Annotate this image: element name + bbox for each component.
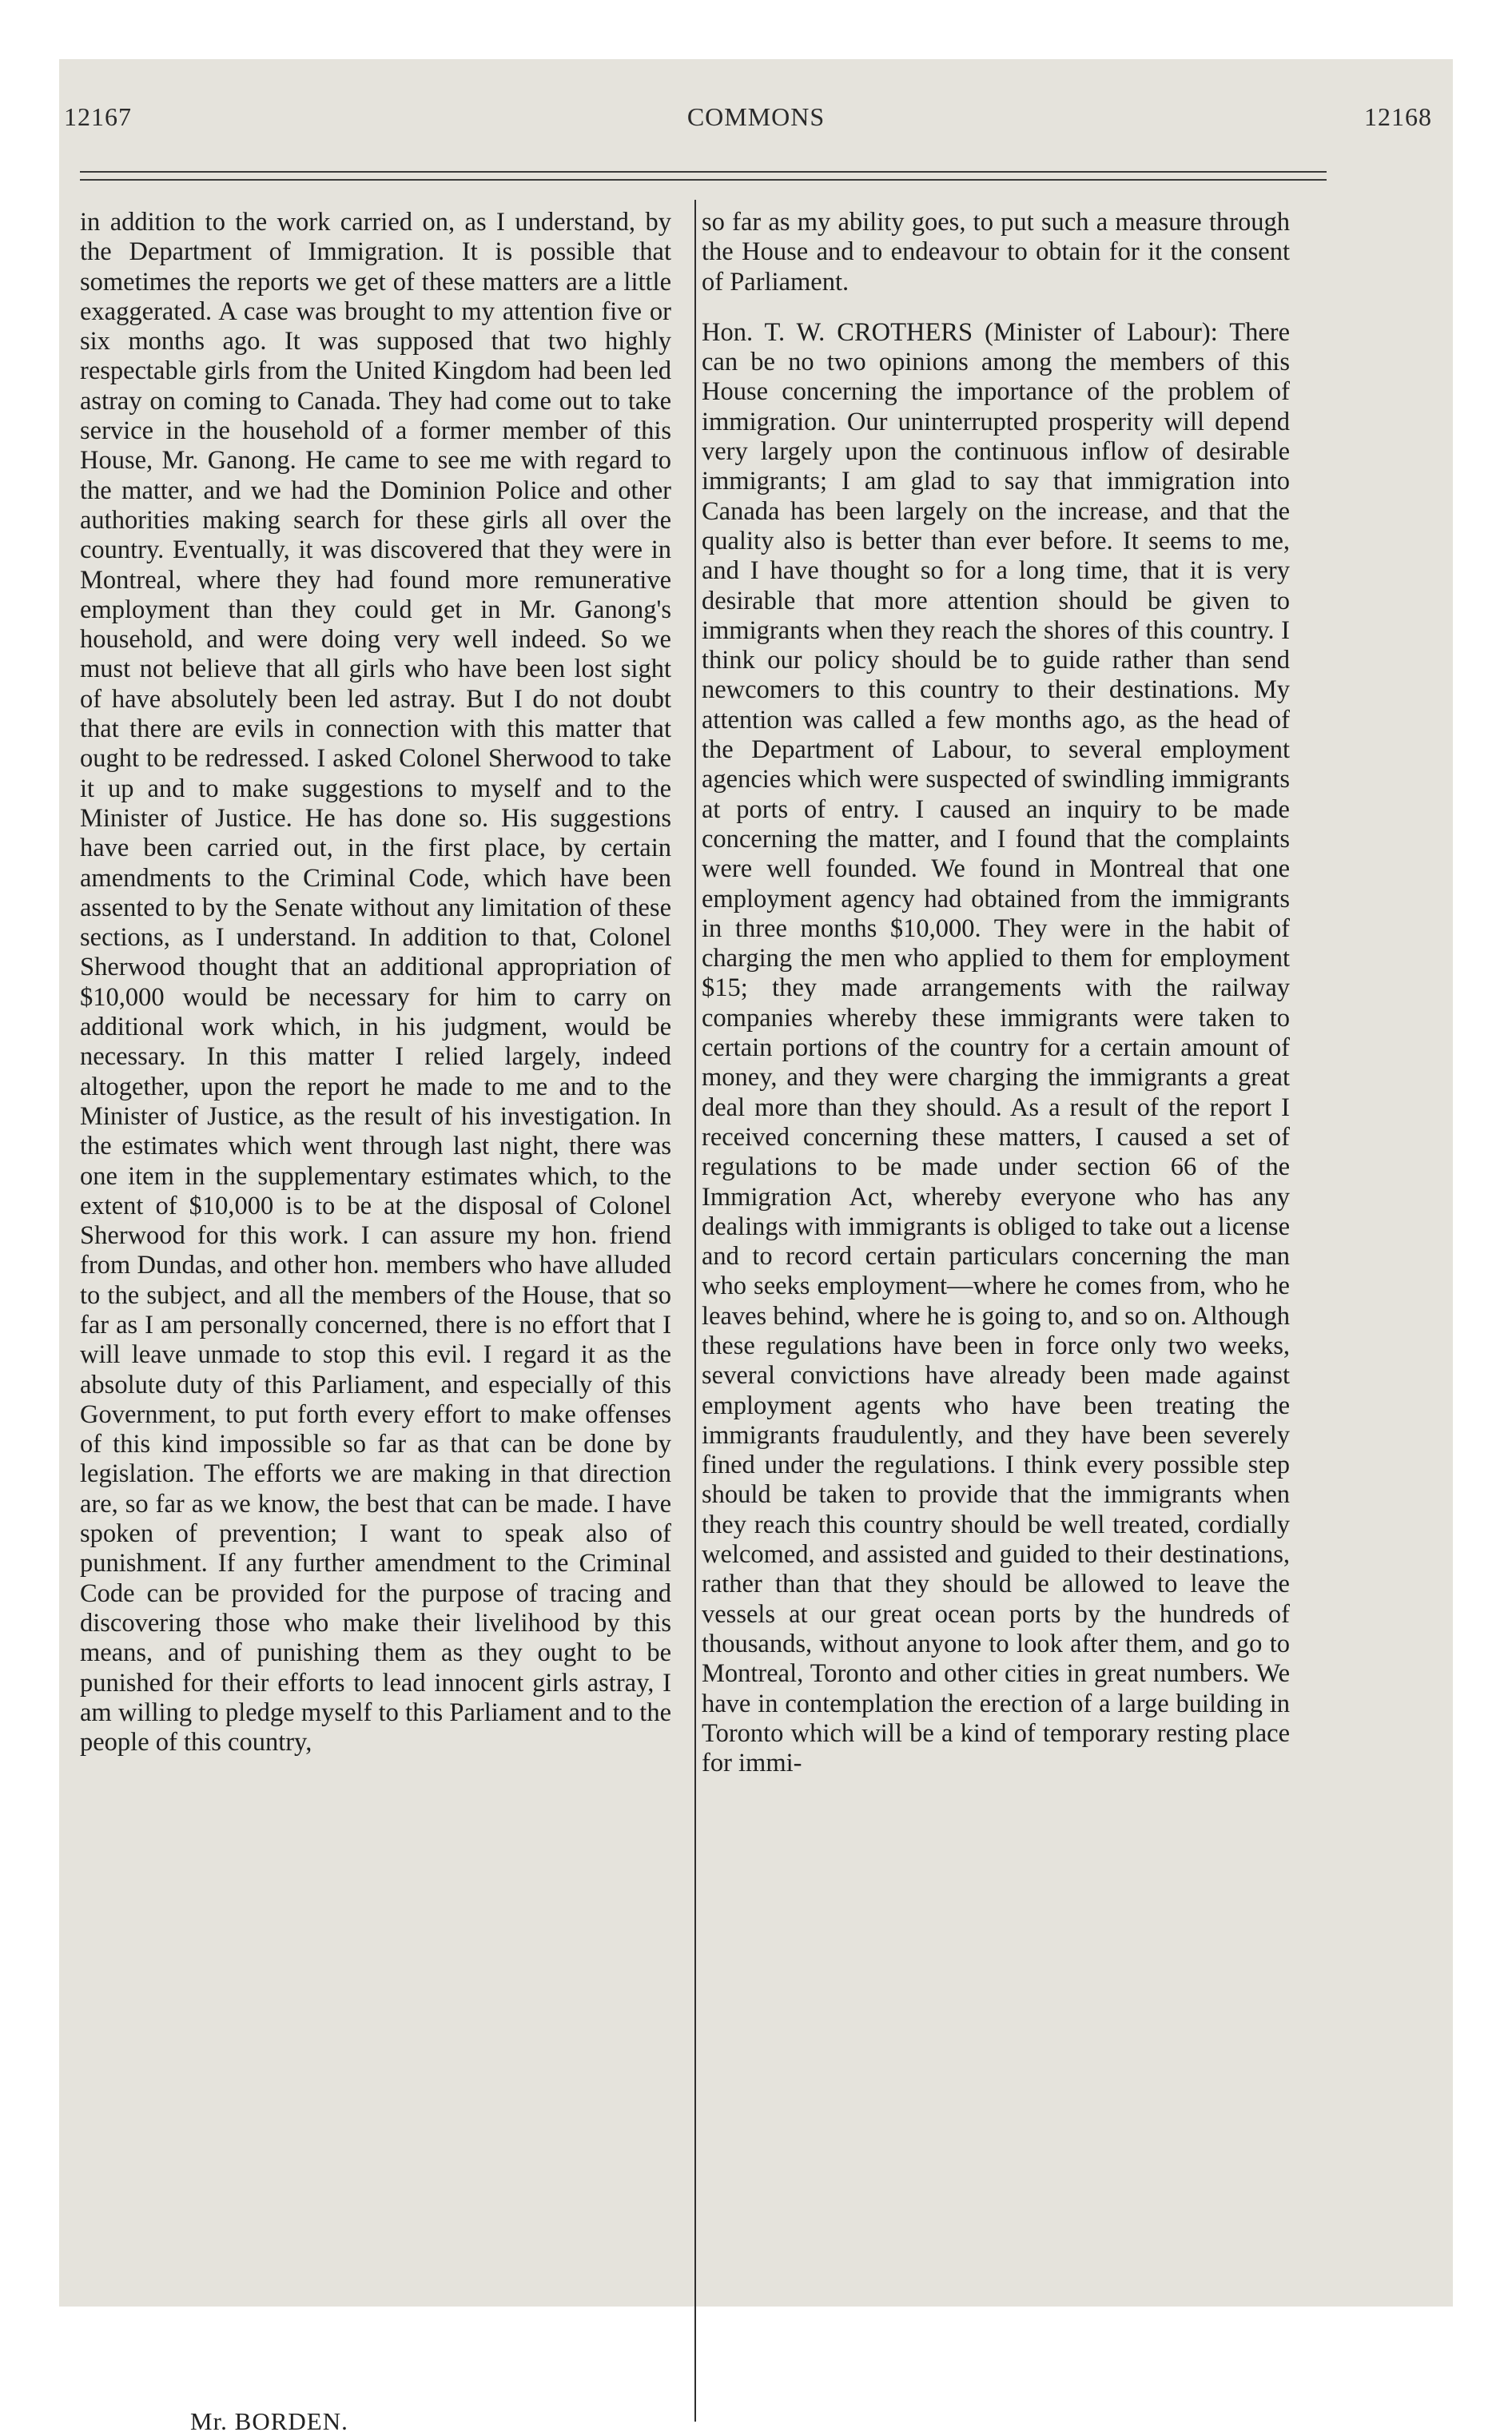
left-column-text: in addition to the work carried on, as I understand, by the Department of Immigration. It is possible that sometimes the reports we get of these matters are a little exaggerated. A case was brought to my attention five or six months ago. It was supposed that two highly respectable girls from the United Kingdom had been led astray on coming to Canada. They had come out to take service in the household of a former member of this House, Mr. Ganong. He came to see me with regard to the matter, and we had the Dominion Police and other authorities making search for these girls all over the country. Eventually, it was discovered that they were in Montreal, where they had found more remunerative employment than they could get in Mr. Ganong's household, and were doing very well indeed. So we must not believe that all girls who have been lost sight of have absolutely been led astray. But I do not doubt that there are evils in connection with this matter that ought to be redressed. I asked Colonel Sherwood to take it up and to make suggestions to myself and to the Minister of Justice. He has done so. His suggestions have been carried out, in the first place, by certain amendments to the Criminal Code, which have been assented to by the Senate without any limitation of these sections, as I understand. In addition to that, Colonel Sherwood thought that an additional appropriation of $10,000 would be necessary for him to carry on additional work which, in his judgment, would be necessary. In this matter I relied largely, indeed altogether, upon the report he made to me and to the Minister of Justice, as the result of his investigation. In the estimates which went through last night, there was one item in the supplementary estimates which, to the extent of $10,000 is to be at the disposal of Colonel Sherwood for this work. I can assure my hon. friend from Dundas, and other hon. members who have alluded to the subject, and all the members of the House, that so far as I am personally concerned, there is no effort that I will leave unmade to stop this evil. I regard it as the absolute duty of this Parliament, and especially of this Government, to put forth every effort to make offenses of this kind impossible so far as that can be done by legislation. The efforts we are making in that direction are, so far as we know, the best that can be made. I have spoken of prevention; I want to speak also of punishment. If any further amendment to the Criminal Code can be provided for the purpose of tracing and discovering those who make their livelihood by this means, and of punishing them as they ought to be punished for their efforts to lead innocent girls astray, I am willing to pledge myself to this Parliament and to the people of this country,	[80, 208, 671, 1757]
crothers-speech-text: There can be no two opinions among the members of this House concerning the importance of the problem of immigration. Our uninterrupted prosperity will depend very largely upon the continuous inflow of desirable immigrants; I am glad to say that immigration into Canada has been largely on the increase, and that the quality also is better than ever before. It seems to me, and I have thought so for a long time, that it is very desirable that more attention should be given to immigrants when they reach the shores of this country. I think our policy should be to guide rather than send newcomers to this country to their destinations. My attention was called a few months ago, as the head of the Department of Labour, to several employment agencies which were suspected of swindling immigrants at ports of entry. I caused an inquiry to be made concerning the matter, and I found that the complaints were well founded. We found in Montreal that one employment agency had obtained from the immigrants in three months $10,000. They were in the habit of charging the men who applied to them for employment $15; they made arrangements with the railway companies whereby these immigrants were taken to certain portions of the country for a certain amount of money, and they were charging the immigrants a great deal more than they should. As a result of the report I received concerning these matters, I caused a set of regulations to be made under section 66 of the Immigration Act, whereby everyone who has any dealings with immigrants is obliged to take out a license and to record certain particulars concerning the man who seeks employment—where he comes from, who he leaves behind, where he is going to, and so on. Although these regulations have been in force only two weeks, several convictions have already been made against employment agents who have been treating the immigrants fraudulently, and they have been severely fined under the regulations. I think every possible step should be taken to provide that the immigrants when they reach this country should be well treated, cordially welcomed, and assisted and guided to their destinations, rather than that they should be allowed to leave the vessels at our great ocean ports by the hundreds of thousands, without anyone to look after them, and go to Montreal, Toronto and other cities in great numbers. We have in contemplation the erection of a large building in Toronto which will be a kind of temporary resting place for immi-	[702, 317, 1290, 1778]
right-page-number: 12168	[1364, 102, 1432, 131]
header-rule-bottom	[80, 179, 1327, 181]
speaker-name: Hon. T. W. CROTHERS (Minister of Labour):	[702, 317, 1218, 347]
speaker-footer: Mr. BORDEN.	[190, 2407, 348, 2435]
crothers-speech	[702, 318, 1290, 1779]
right-column-continuation: so far as my ability goes, to put such a measure through the House and to endeavour to obtain for it the consent of Parliament.	[702, 208, 1290, 297]
column-divider	[694, 200, 696, 2422]
running-title: COMMONS	[686, 102, 826, 131]
right-column	[702, 208, 1290, 1778]
page-header	[0, 102, 1512, 134]
left-column	[80, 208, 671, 1757]
header-rule-top	[80, 171, 1327, 173]
left-page-number: 12167	[64, 102, 132, 131]
